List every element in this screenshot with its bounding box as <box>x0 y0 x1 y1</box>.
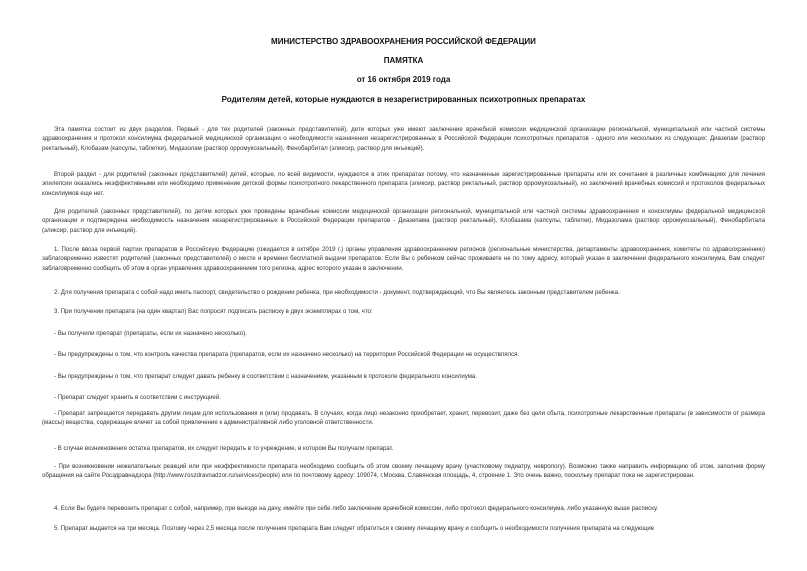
paragraph-item-4: 4. Если Вы будете перевозить препарат с собой, например, при выезде на дачу, имейте при себе либо заключение врачебной комиссии, либо протокол федерального консилиума, либо указанную выше расписку. <box>54 505 659 512</box>
paragraph-dash-storage: - Препарат следует хранить в соответствии с инструкцией. <box>54 394 221 401</box>
paragraph-dash-adverse-reactions: - При возникновении нежелательных реакций или при неэффективности препарата необходимо сообщить об этом своему лечащему врачу (участковому педиатру, неврологу). Возможно также направить информацию об этом, заполнив форму обращения на сайте Росздравнадзора (http://www.roszdravnadzor.ru/services/people) или по почтовому адресу: 109074, г.Москва, Славянская площадь, 4, строение 1. Это очень важно, поскольку препарат пока не зарегистрирован. <box>42 463 765 480</box>
paragraph-item-1: 1. После ввоза первой партии препаратов в Российскую Федерацию (ожидается в октябре 2019 г.) органы управления здравоохранением регионов (региональные министерства, департаменты здравоохранения, комитеты по здравоохранению) заблаговременно известят родителей (законных представителей) о месте и времени бесплатной выдачи препаратов. Если Вы с ребенком сейчас проживаете не по тому адресу, который указан в заключении федерального консилиума, Вам следует заблаговременно сообщить об этом в орган управления здравоохранением того региона, адрес которого указан в заключении. <box>42 246 765 272</box>
paragraph-item-5: 5. Препарат выдается на три месяца. Поэтому через 2,5 месяца после получения препарата Вам следует обратиться к своему лечащему врачу и сообщить о необходимости получения препарата на следующие <box>54 525 655 532</box>
ministry-heading: МИНИСТЕРСТВО ЗДРАВООХРАНЕНИЯ РОССИЙСКОЙ ФЕДЕРАЦИИ <box>271 37 536 46</box>
paragraph-dash-dosage: - Вы предупреждены о том, что препарат следует давать ребенку в соответствии с назначением, указанным в протоколе федерального консилиума. <box>54 373 477 380</box>
paragraph-dash-received: - Вы получили препарат (препараты, если их назначено несколько). <box>54 330 247 337</box>
paragraph-dash-quality: - Вы предупреждены о том, что контроль качества препарата (препаратов, если их назначено несколько) на территории Российской Федерации не осуществлялся. <box>54 351 520 358</box>
paragraph-dash-prohibition: - Препарат запрещается передавать другим лицам для использования и (или) продавать. В случаях, когда лицо незаконно приобретает, хранит, перевозит, даже без цели сбыта, психотропные лекарственные препараты (в зависимости от размера (массы) вещества, содержащее влечет за собой привлечение к административной либо уголовной ответственности. <box>42 410 765 427</box>
document-title: Родителям детей, которые нуждаются в незарегистрированных психотропных препаратах <box>221 95 586 104</box>
paragraph-item-2: 2. Для получения препарата с собой надо иметь паспорт, свидетельство о рождении ребенка, при необходимости - документ, подтверждающий, что Вы являетесь законным представителем ребенка. <box>54 289 620 296</box>
paragraph-intro-section-one: Эта памятка состоит из двух разделов. Первый - для тех родителей (законных представителей), дети которых уже имеют заключение врачебной комиссии медицинской организации региональной, муниципальной или частной системы здравоохранения и протокол консилиума федеральной медицинской организации о необходимости назначения незарегистрированных в Российской Федерации психотропных препаратов - одного или нескольких из следующих: Диазепам (раствор ректальный), Клобазам (капсулы, таблетки), Мидазолам (раствор орромукозальный), Фенобарбитал (эликсир, раствор для инъекций). <box>42 126 765 152</box>
paragraph-section-one-intro: Для родителей (законных представителей), по детям которых уже проведены врачебные комиссии медицинской организации региональной, муниципальной или частной системы здравоохранения и консилиумы федеральной медицинской организации и подтверждена необходимость назначения незарегистрированных в Российской Федерации препаратов - Диазепама (раствор ректальный), Клобазама (капсулы, таблетки), Мидазолама (раствор орромукозальный), Фенобарбитала (эликсир, раствор для инъекций). <box>42 208 765 234</box>
paragraph-dash-remainder: - В случае возникновения остатка препаратов, их следует передать в то учреждение, в котором Вы получали препарат. <box>54 445 394 452</box>
document-type-heading: ПАМЯТКА <box>383 56 424 65</box>
paragraph-item-3: 3. При получении препарата (на один квартал) Вас попросят подписать расписку в двух экземплярах о том, что: <box>54 308 373 315</box>
paragraph-intro-section-two: Второй раздел - для родителей (законных представителей) детей, которые, по всей видимости, нуждаются в этих препаратах потому, что назначенные зарегистрированные препараты или их сочетания в различных комбинациях для лечения эпилепсии оказались неэффективными или необходимо применение детской формы психотропного лекарственного препарата (эликсир, раствор ректальный, раствор орромукозальный), но заключений врачебных комиссий и протоколов федеральных консилиумов еще нет. <box>42 171 765 197</box>
document-date: от 16 октября 2019 года <box>356 75 451 84</box>
